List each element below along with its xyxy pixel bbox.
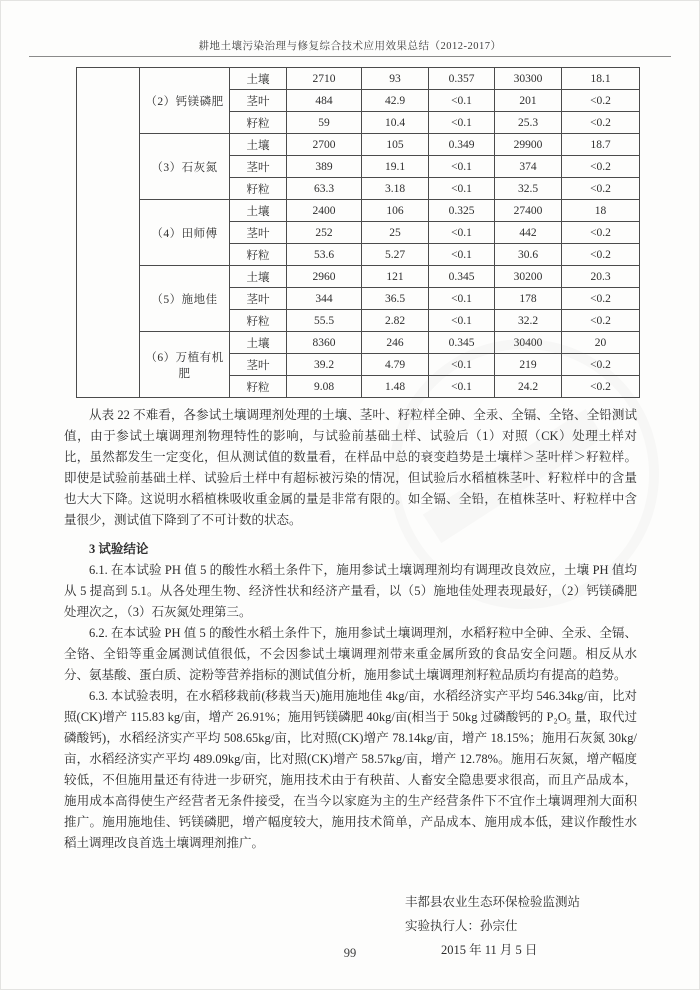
table-cell: 55.5 [287,310,362,332]
table-cell: 30400 [495,332,562,354]
treatment-name: （3）石灰氮 [140,134,230,200]
sample-type: 茎叶 [230,222,287,244]
table-cell: <0.2 [562,178,640,200]
table-cell: 106 [362,200,429,222]
table-cell: <0.2 [562,244,640,266]
table-cell: 30300 [495,68,562,90]
table-cell: 59 [287,112,362,134]
table-cell: <0.1 [429,354,495,376]
sample-type: 土壤 [230,266,287,288]
table-empty-cell [77,68,140,398]
table-cell: 42.9 [362,90,429,112]
table-cell: <0.1 [429,178,495,200]
table-cell: <0.2 [562,376,640,398]
table-cell: 25.3 [495,112,562,134]
sample-type: 土壤 [230,200,287,222]
sample-type: 茎叶 [230,156,287,178]
table-cell: 0.345 [429,332,495,354]
table-row [77,200,640,222]
treatment-name: （5）施地佳 [140,266,230,332]
table-cell: 18.1 [562,68,640,90]
table-cell: 2.82 [362,310,429,332]
table-cell: 93 [362,68,429,90]
sample-type: 籽粒 [230,178,287,200]
results-table [76,67,640,398]
table-cell: <0.2 [562,288,640,310]
paragraph-conclusion-6-3: 6.3. 本试验表明，在水稻移栽前(移栽当天)施用施地佳 4kg/亩，水稻经济实产平均 546.34kg/亩，比对照(CK)增产 115.83 kg/亩，增产 26.91%；施用钙镁磷肥 40kg/亩(相当于 50kg 过磷酸钙的 P₂O₅ 量，取代过磷酸钙)，水稻经济实产平均 508.65kg/亩，比对照(CK)增产 78.14kg/亩，增产 18.15%；施用石灰氮 30kg/亩，水稻经济实产平均 489.09kg/亩，比对照(CK)增产 58.57kg/亩，增产 12.78%。施用石灰氮，增产幅度较低，不但施用量还有待进一步研究，施用技术由于有秧苗、人畜安全隐患要求很高，而且产品成本，施用成本高得使生产经营者无条件接受，在当今以家庭为主的生产经营条件下不宜作土壤调理剂大面积推广。施用施地佳、钙镁磷肥，增产幅度较大，施用技术简单，产品成本、施用成本低，建议作酸性水稻土调理改良首选土壤调理剂推广。 [64,689,637,850]
signature-organization: 丰都县农业生态环保检验监测站 [405,895,581,909]
table-cell: <0.1 [429,112,495,134]
table-cell: 36.5 [362,288,429,310]
table-cell: 4.79 [362,354,429,376]
table-cell: 442 [495,222,562,244]
table-cell: <0.1 [429,244,495,266]
table-cell: 344 [287,288,362,310]
table-cell: 201 [495,90,562,112]
table-cell: <0.1 [429,288,495,310]
header-rule [29,56,671,57]
paragraph-conclusion-6-1: 6.1. 在本试验 PH 值 5 的酸性水稻土条件下，施用参试土壤调理剂均有调理改良效应，土壤 PH 值均从 5 提高到 5.1。从各处理生物、经济性状和经济产量看，以（5）施地佳处理表现最好，（2）钙镁磷肥处理次之，（3）石灰氮处理第三。 [64,563,637,619]
table-cell: 2400 [287,200,362,222]
sample-type: 土壤 [230,68,287,90]
treatment-name: （6）万植有机肥 [140,332,230,398]
sample-type: 茎叶 [230,90,287,112]
table-row [77,68,640,90]
table-cell: 0.345 [429,266,495,288]
table-row [77,266,640,288]
table-row [77,134,640,156]
sample-type: 籽粒 [230,310,287,332]
table-cell: 3.18 [362,178,429,200]
table-cell: 32.5 [495,178,562,200]
paragraph-conclusion-6-2: 6.2. 在本试验 PH 值 5 的酸性水稻土条件下，施用参试土壤调理剂，水稻籽粒中全砷、全汞、全镉、全铬、全铅等重金属测试值很低，不会因参试土壤调理剂带来重金属所致的食品安全问题。相反从水分、氨基酸、蛋白质、淀粉等营养指标的测试值分析，施用参试土壤调理剂籽粒品质均有提高的趋势。 [64,626,637,682]
table-cell: 389 [287,156,362,178]
table-cell: 2700 [287,134,362,156]
table-cell: <0.1 [429,222,495,244]
table-cell: 19.1 [362,156,429,178]
page-number: 99 [343,946,357,960]
table-cell: 2710 [287,68,362,90]
treatment-name: （2）钙镁磷肥 [140,68,230,134]
sample-type: 籽粒 [230,376,287,398]
table-cell: 219 [495,354,562,376]
table-cell: 0.357 [429,68,495,90]
table-cell: 105 [362,134,429,156]
sample-type: 籽粒 [230,112,287,134]
table-cell: 30.6 [495,244,562,266]
table-cell: 20.3 [562,266,640,288]
table-cell: 10.4 [362,112,429,134]
table-cell: <0.1 [429,376,495,398]
table-cell: 9.08 [287,376,362,398]
table-cell: 32.2 [495,310,562,332]
table-cell: 39.2 [287,354,362,376]
signature-executor: 实验执行人：孙宗仕 [405,919,518,933]
table-cell: 25 [362,222,429,244]
page-header-title: 耕地土壤污染治理与修复综合技术应用效果总结（2012-2017） [198,41,502,52]
table-cell: 63.3 [287,178,362,200]
sample-type: 土壤 [230,332,287,354]
table-cell: 30200 [495,266,562,288]
table-cell: 24.2 [495,376,562,398]
table-cell: <0.2 [562,156,640,178]
table-cell: <0.2 [562,112,640,134]
table-cell: <0.2 [562,354,640,376]
table-cell: 8360 [287,332,362,354]
table-cell: 246 [362,332,429,354]
body-text [64,405,637,854]
table-cell: 178 [495,288,562,310]
table-cell: 0.349 [429,134,495,156]
table-cell: <0.2 [562,310,640,332]
table-cell: 2960 [287,266,362,288]
table-cell: <0.2 [562,222,640,244]
table-cell: 121 [362,266,429,288]
table-row [77,332,640,354]
paragraph-summary: 从表 22 不难看，各参试土壤调理剂处理的土壤、茎叶、籽粒样全砷、全汞、全镉、全铬、全铅测试值，由于参试土壤调理剂物理特性的影响，与试验前基础土样、试验后（1）对照（CK）处理土样对比，虽然都发生一定变化，但从测试值的数量看，在样品中总的衰变趋势是土壤样＞茎叶样＞籽粒样。即使是试验前基础土样、试验后土样中有超标被污染的情况，但试验后水稻植株茎叶、籽粒样中的含量也大大下降。这说明水稻植株吸收重金属的量是非常有限的。如全镉、全铅，在植株茎叶、籽粒样中含量很少，测试值下降到了不可计数的状态。 [64,408,637,527]
signature-date: 2015 年 11 月 5 日 [441,943,538,957]
table-cell: 27400 [495,200,562,222]
table-cell: 1.48 [362,376,429,398]
table-cell: 18.7 [562,134,640,156]
sample-type: 茎叶 [230,288,287,310]
table-cell: <0.1 [429,156,495,178]
table-cell: 5.27 [362,244,429,266]
table-cell: 29900 [495,134,562,156]
table-cell: 53.6 [287,244,362,266]
table-cell: <0.2 [562,90,640,112]
sample-type: 土壤 [230,134,287,156]
treatment-name: （4）田师傅 [140,200,230,266]
section-heading-conclusions: 3 试验结论 [89,542,149,556]
table-cell: 484 [287,90,362,112]
table-cell: 20 [562,332,640,354]
table-cell: <0.1 [429,310,495,332]
table-cell: 252 [287,222,362,244]
sample-type: 籽粒 [230,244,287,266]
table-cell: 374 [495,156,562,178]
table-cell: <0.1 [429,90,495,112]
sample-type: 茎叶 [230,354,287,376]
table-cell: 0.325 [429,200,495,222]
table-cell: 18 [562,200,640,222]
